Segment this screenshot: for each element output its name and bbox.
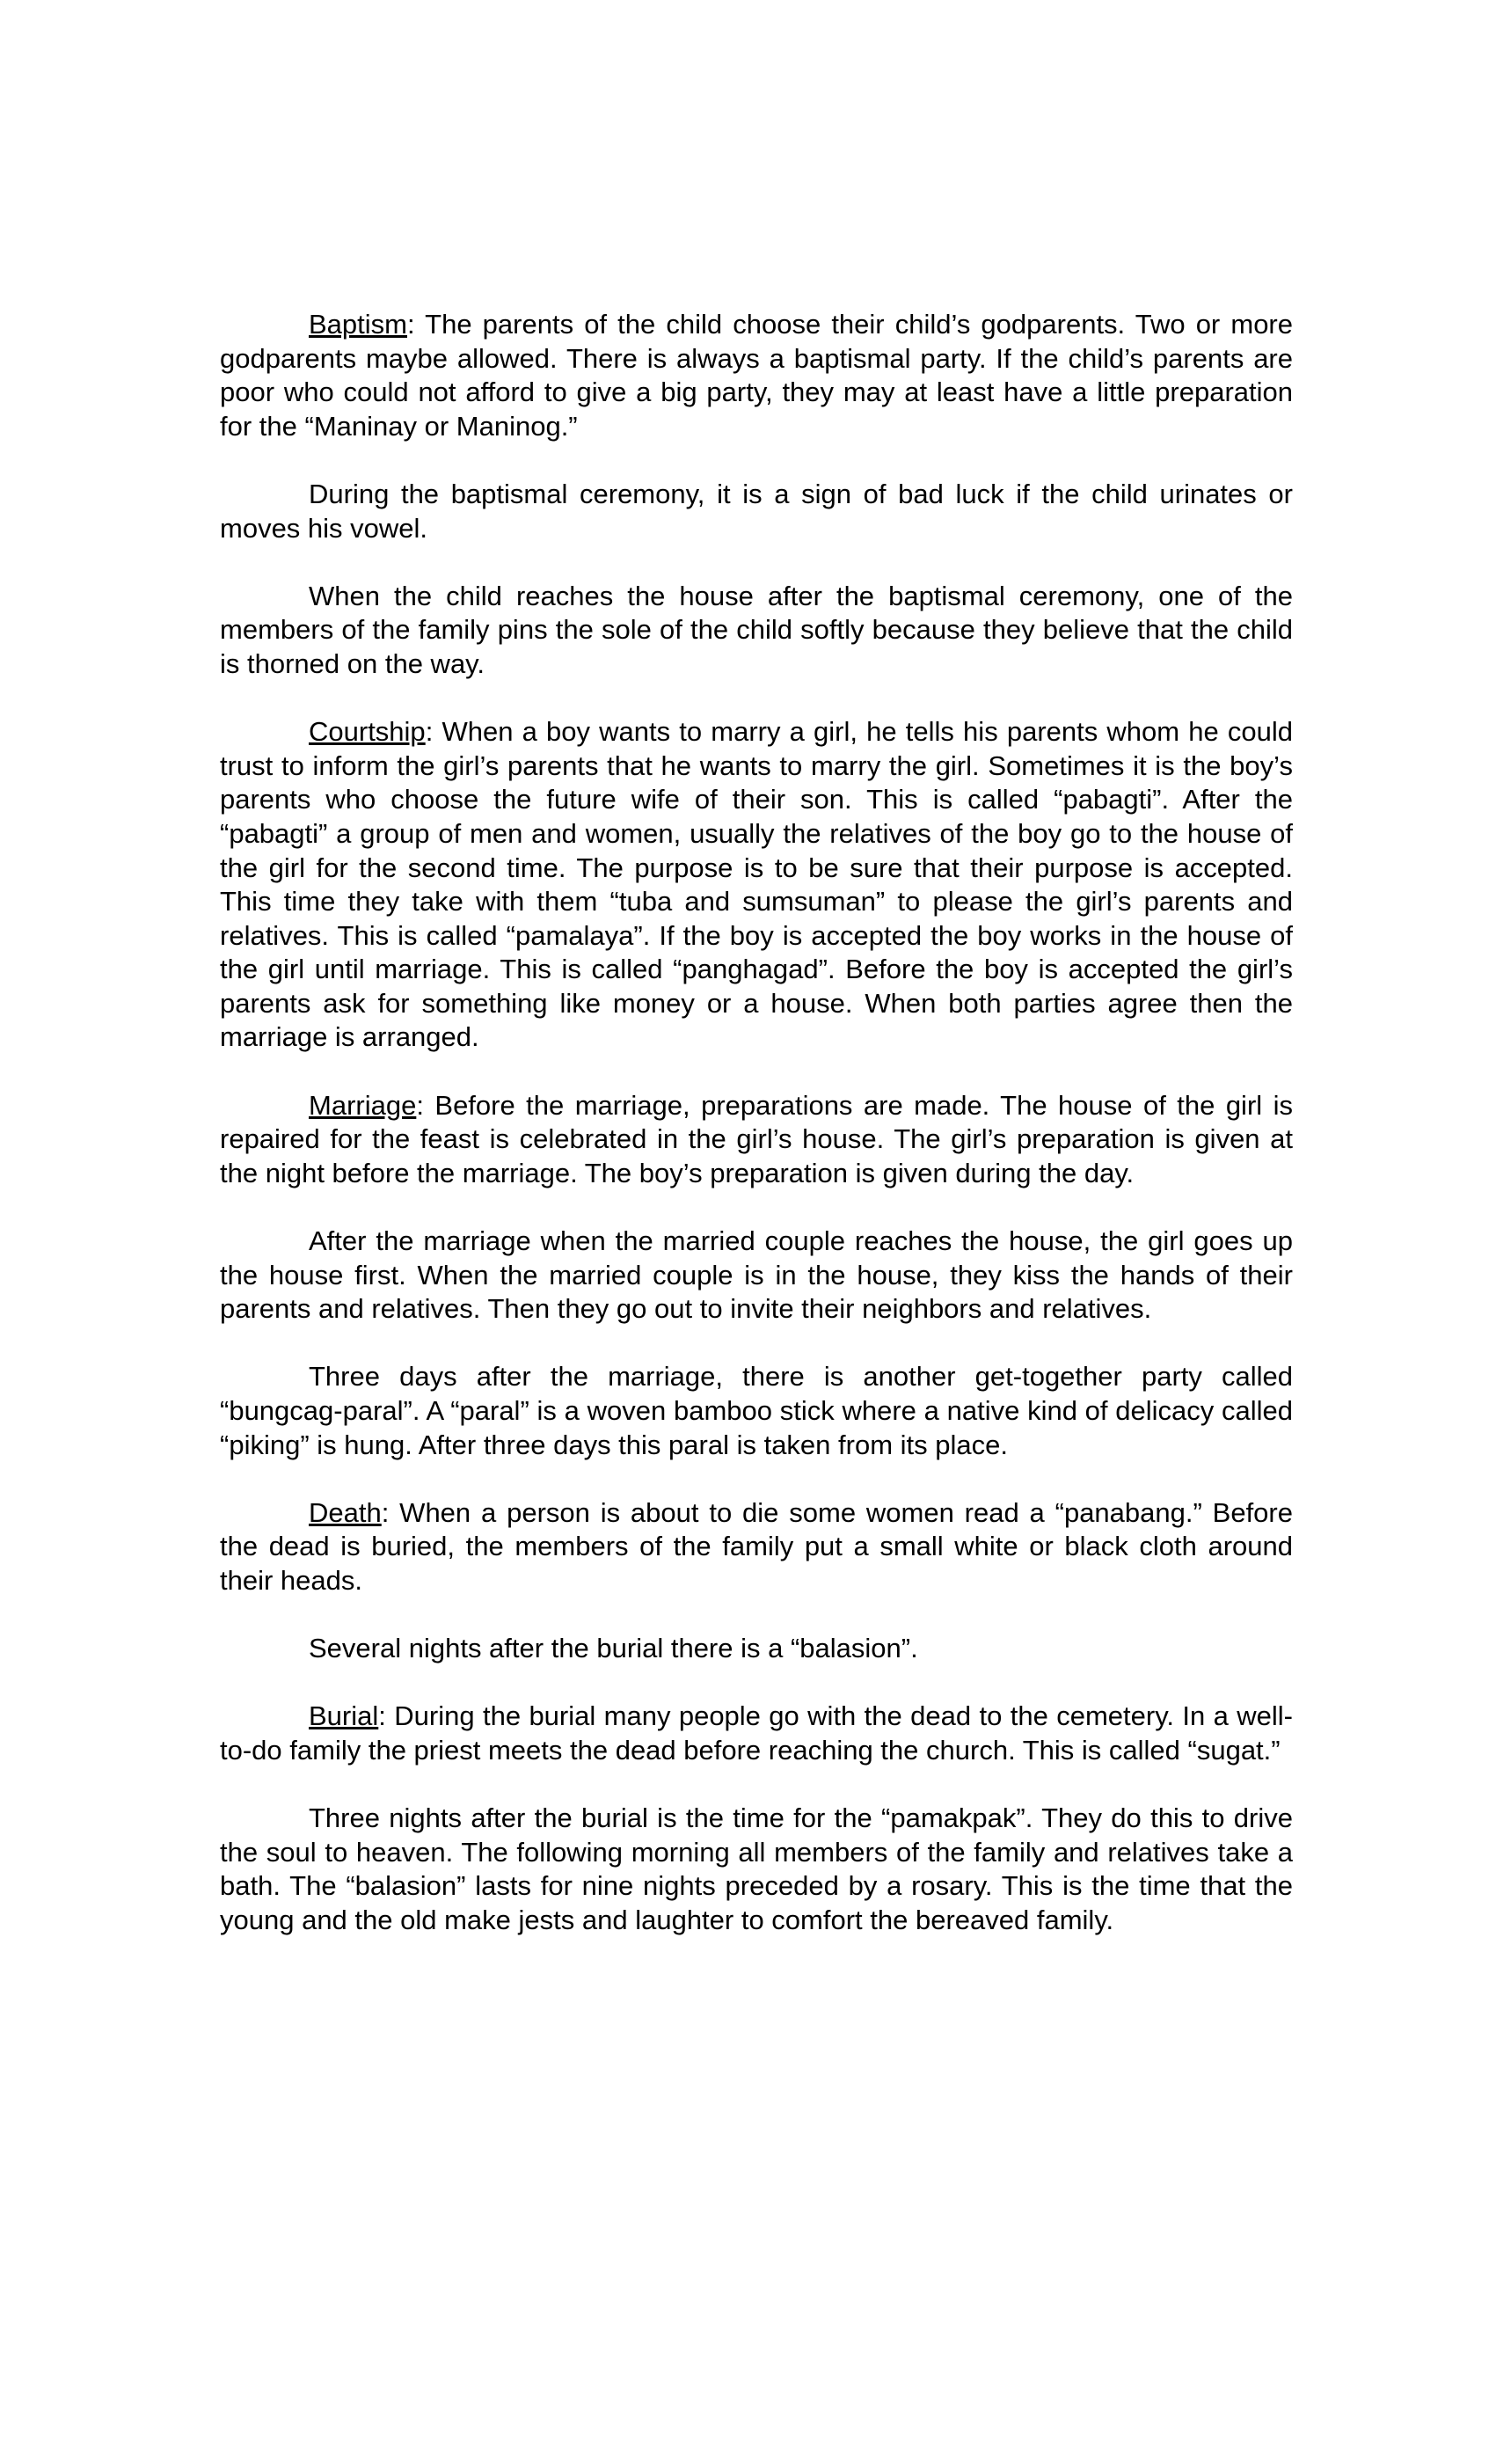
section-heading-baptism: Baptism xyxy=(309,309,407,340)
paragraph-bungcag-paral xyxy=(220,1360,1293,1462)
paragraph-baptismal-ceremony xyxy=(220,478,1293,545)
paragraph-text: Three nights after the burial is the time for the “pamakpak”. They do this to drive the soul to heaven. The following morning all members of the family and relatives take a bath. The “balasion” lasts for nine nights preceded by a rosary. This is the time that the young and the old make jests and laughter to comfort the bereaved family. xyxy=(220,1802,1293,1935)
paragraph-burial xyxy=(220,1700,1293,1767)
section-heading-courtship: Courtship xyxy=(309,716,426,748)
paragraph-text: : Before the marriage, preparations are made. The house of the girl is repaired for the feast is celebrated in the girl’s house. The girl’s preparation is given at the night before the marriage. The boy’s preparation is given during the day. xyxy=(220,1089,1293,1188)
section-heading-marriage: Marriage xyxy=(309,1089,417,1121)
paragraph-baptism xyxy=(220,308,1293,443)
paragraph-text: : When a boy wants to marry a girl, he tells his parents whom he could trust to inform the girl’s parents that he wants to marry the girl. Sometimes it is the boy’s parents who choose the future wife of their son. This is called “pabagti”. After the “pabagti” a group of men and women, usually the relatives of the boy go to the house of the girl for the second time. The purpose is to be sure that their purpose is accepted. This time they take with them “tuba and sumsuman” to please the girl’s parents and relatives. This is called “pamalaya”. If the boy is accepted the boy works in the house of the girl until marriage. This is called “panghagad”. Before the boy is accepted the girl’s parents ask for something like money or a house. When both parties agree then the marriage is arranged. xyxy=(220,716,1293,1053)
paragraph-text: : When a person is about to die some women read a “panabang.” Before the dead is buried, the members of the family put a small white or black cloth around their heads. xyxy=(220,1496,1293,1596)
paragraph-text: When the child reaches the house after the baptismal ceremony, one of the members of the family pins the sole of the child softly because they believe that the child is thorned on the way. xyxy=(220,580,1293,679)
paragraph-death xyxy=(220,1496,1293,1598)
section-heading-burial: Burial xyxy=(309,1700,379,1732)
paragraph-text: : The parents of the child choose their child’s godparents. Two or more godparents maybe allowed. There is always a baptismal party. If the child’s parents are poor who could not afford to give a big party, they may at least have a little preparation for the “Maninay or Maninog.” xyxy=(220,309,1293,442)
paragraph-text: Three days after the marriage, there is another get-together party called “bungcag-paral”. A “paral” is a woven bamboo stick where a native kind of delicacy called “piking” is hung. After three days this paral is taken from its place. xyxy=(220,1361,1293,1460)
paragraph-child-reaches-house xyxy=(220,580,1293,682)
paragraph-text: After the marriage when the married couple reaches the house, the girl goes up the house first. When the married couple is in the house, they kiss the hands of their parents and relatives. Then they go out to invite their neighbors and relatives. xyxy=(220,1225,1293,1325)
paragraph-marriage xyxy=(220,1089,1293,1191)
paragraph-text: Several nights after the burial there is a “balasion”. xyxy=(309,1633,918,1664)
section-heading-death: Death xyxy=(309,1496,382,1528)
paragraph-pamakpak xyxy=(220,1802,1293,1937)
paragraph-text: : During the burial many people go with the dead to the cemetery. In a well-to-do family the priest meets the dead before reaching the church. This is called “sugat.” xyxy=(220,1700,1293,1766)
paragraph-balasion xyxy=(220,1632,1293,1666)
document-page xyxy=(220,308,1293,1971)
paragraph-text: During the baptismal ceremony, it is a sign of bad luck if the child urinates or moves his vowel. xyxy=(220,478,1293,544)
paragraph-courtship xyxy=(220,715,1293,1055)
paragraph-after-marriage xyxy=(220,1225,1293,1327)
